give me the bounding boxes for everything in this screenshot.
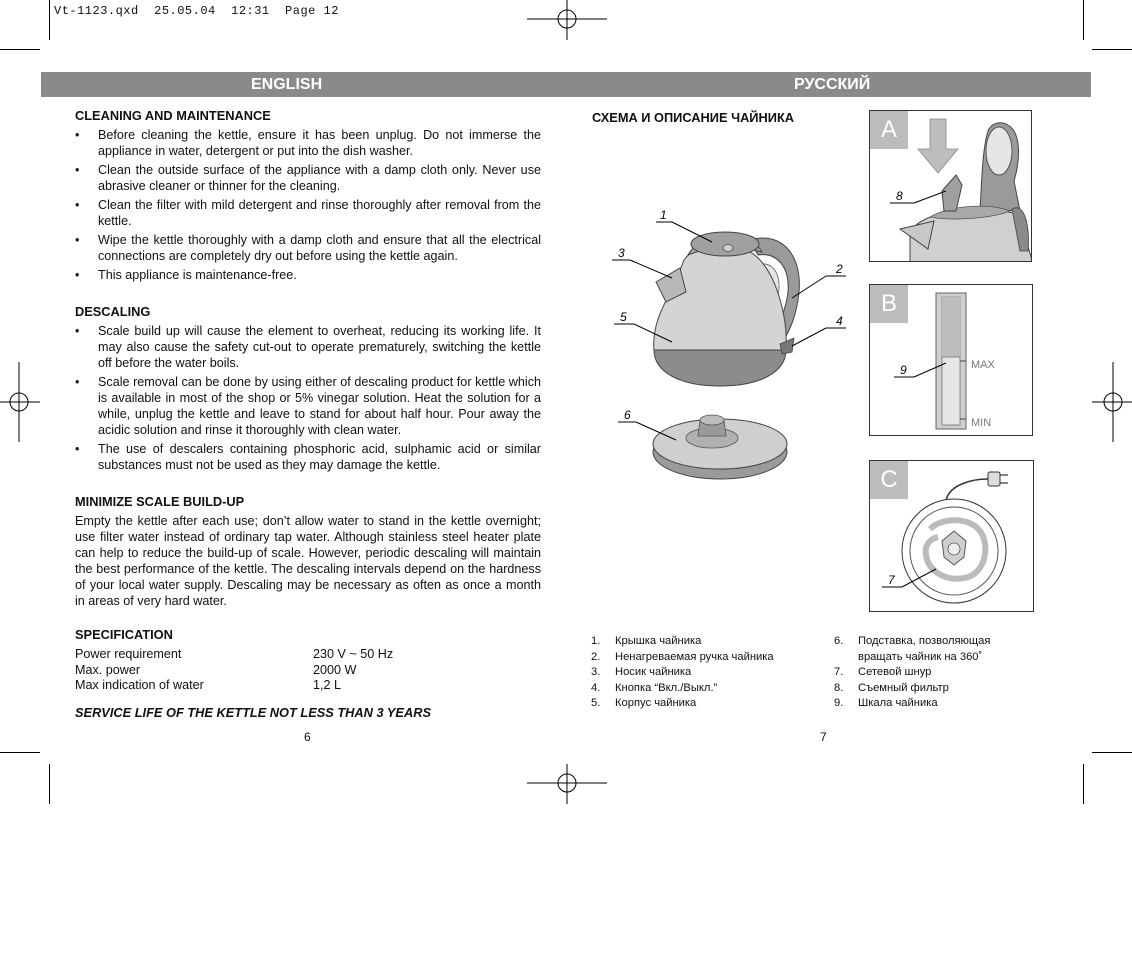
print-slug: Vt-1123.qxd 25.05.04 12:31 Page 12: [54, 4, 339, 18]
russian-section-title: СХЕМА И ОПИСАНИЕ ЧАЙНИКА: [592, 110, 795, 125]
registration-mark-top: [527, 0, 607, 40]
spec-row: [75, 662, 541, 678]
callout-9: 9: [900, 363, 907, 377]
spec-title: SPECIFICATION: [75, 627, 173, 642]
list-item: 4. Кнопка “Вкл./Выкл.”: [591, 681, 718, 694]
crop-mark: [1083, 0, 1084, 40]
list-item: • Before cleaning the kettle, ensure it has been unplug. Do not immerse the appliance in water, detergent or put into the dish washer.: [75, 127, 541, 159]
header-bar: [41, 72, 1091, 97]
kettle-diagram: [600, 200, 855, 490]
parts-list-left: [591, 634, 774, 712]
spec-label: Max. power: [75, 662, 141, 677]
panel-c-badge: C: [870, 461, 908, 499]
registration-mark-left: [0, 362, 40, 442]
page-number-right: 7: [820, 730, 827, 744]
spec-row: [75, 677, 541, 693]
callout-8: 8: [896, 189, 903, 203]
callout-3: 3: [618, 246, 625, 260]
callout-4: 4: [836, 314, 843, 328]
list-item: • Scale removal can be done by using either of descaling product for kettle which is available in most of the shop or 5% vinegar solution. Heat the solution for a while, unplug the kettle and leave to stand for about half hour. Pour away the acidic solution and rinse it thoroughly with clean water.: [75, 374, 541, 438]
spec-value: 230 V ~ 50 Hz: [313, 647, 394, 661]
descaling-list: [75, 323, 541, 473]
spec-value: 2000 W: [313, 662, 357, 677]
list-item: 3. Носик чайника: [591, 666, 692, 679]
cleaning-list: [75, 127, 541, 283]
list-item: • Clean the outside surface of the appliance with a damp cloth only. Never use abrasive cleaner or thinner for the cleaning.: [75, 162, 541, 194]
list-item: 5. Корпус чайника: [591, 697, 697, 710]
spec-value: 1,2 L: [313, 678, 342, 692]
list-item: • Scale build up will cause the element to overheat, reducing its working life. It may also cause the safety cut-out to operate prematurely, switching the kettle off before the water boils.: [75, 323, 541, 371]
list-item: • The use of descalers containing phosphoric acid, sulphamic acid or similar substances must not be used as they may damage the kettle.: [75, 441, 541, 473]
panel-b-water-scale: [869, 284, 1033, 436]
page-number-left: 6: [304, 730, 311, 744]
russian-header: РУССКИЙ: [794, 76, 871, 93]
service-life-note: SERVICE LIFE OF THE KETTLE NOT LESS THAN 3 YEARS: [75, 704, 431, 720]
panel-c-base-cord: [869, 460, 1034, 612]
callout-2: 2: [836, 262, 843, 276]
list-item: вращать чайник на 360˚: [858, 650, 983, 663]
registration-mark-right: [1092, 362, 1132, 442]
minimize-title: MINIMIZE SCALE BUILD-UP: [75, 494, 245, 509]
crop-mark: [0, 752, 40, 753]
cleaning-title: CLEANING AND MAINTENANCE: [75, 108, 271, 123]
list-item: 9. Шкала чайника: [834, 697, 938, 710]
spec-row: [75, 646, 541, 662]
list-item: • Clean the filter with mild detergent and rinse thoroughly after removal from the kettle.: [75, 197, 541, 229]
english-header: ENGLISH: [251, 76, 323, 93]
crop-mark: [49, 764, 50, 804]
crop-mark: [0, 49, 40, 50]
registration-mark-bottom: [527, 764, 607, 804]
list-item: 7. Сетевой шнур: [834, 666, 932, 679]
list-item: 1. Крышка чайника: [591, 635, 702, 647]
list-item: 6. Подставка, позволяющая: [834, 635, 991, 647]
crop-mark: [49, 0, 50, 40]
list-item: 2. Ненагреваемая ручка чайника: [591, 650, 774, 663]
spec-label: Max indication of water: [75, 678, 204, 692]
crop-mark: [1092, 752, 1132, 753]
callout-5: 5: [620, 310, 627, 324]
minimize-text: Empty the kettle after each use; don’t allow water to stand in the kettle overnight; use filter water instead of ordinary tap water. Although stainless steel heater plate can help to reduce the build-up of scale. However, periodic descaling will maintain the best performance of the kettle. The descaling intervals depend on the hardness of your local water supply. Descaling may be necessary as often as once a month in areas of very hard water.: [75, 514, 541, 608]
crop-mark: [1083, 764, 1084, 804]
list-item: • This appliance is maintenance-free.: [75, 267, 541, 283]
english-column: [75, 108, 541, 721]
callout-6: 6: [624, 408, 631, 422]
min-label: MIN: [971, 417, 992, 429]
callout-1: 1: [660, 208, 667, 222]
spec-label: Power requirement: [75, 647, 182, 661]
list-item: 8. Съемный фильтр: [834, 681, 949, 694]
descaling-title: DESCALING: [75, 304, 151, 319]
panel-a-filter: [869, 110, 1032, 262]
panel-a-badge: A: [870, 111, 908, 149]
panel-b-badge: B: [870, 285, 908, 323]
callout-7: 7: [888, 573, 895, 587]
spec-table: [75, 646, 541, 693]
crop-mark: [1092, 49, 1132, 50]
list-item: • Wipe the kettle thoroughly with a damp cloth and ensure that all the electrical connections are completely dry out before using the kettle again.: [75, 232, 541, 264]
max-label: MAX: [971, 359, 995, 371]
parts-list-right: [834, 634, 990, 712]
